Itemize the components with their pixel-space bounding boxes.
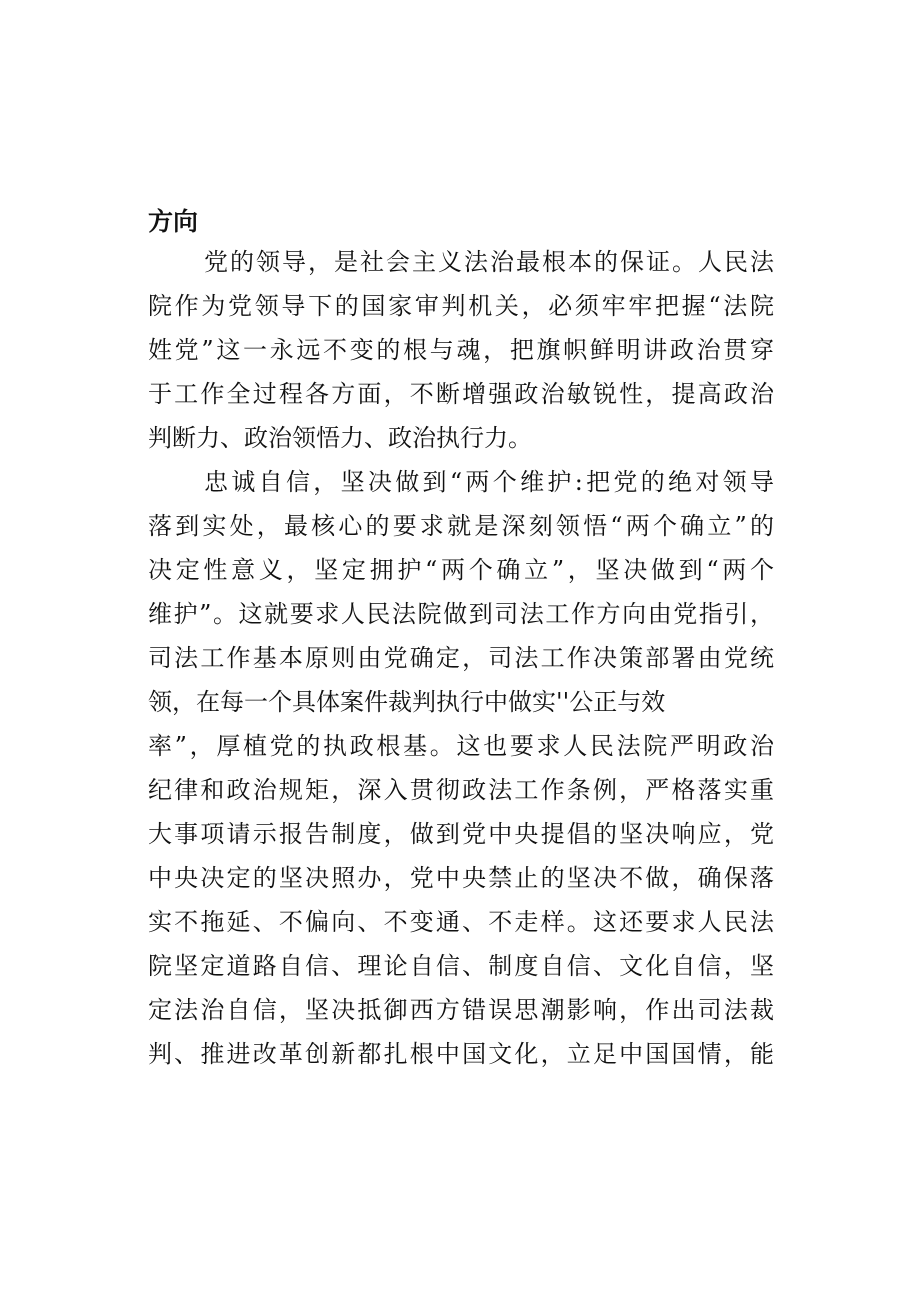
paragraph-line: 判、推进改革创新都扎根中国文化，立足中国国情，能 — [148, 1040, 774, 1068]
paragraph-line: 院坚定道路自信、理论自信、制度自信、文化自信，坚 — [148, 952, 774, 980]
paragraph-line: 忠诚自信，坚决做到“两个维护:把党的绝对领导 — [204, 468, 774, 496]
paragraph-line: 院作为党领导下的国家审判机关，必须牢牢把握“法院 — [148, 292, 774, 320]
paragraph-line: 率”，厚植党的执政根基。这也要求人民法院严明政治 — [148, 732, 774, 760]
paragraph-line: 司法工作基本原则由党确定，司法工作决策部署由党统 — [148, 644, 774, 672]
paragraph-line: 维护”。这就要求人民法院做到司法工作方向由党指引， — [148, 600, 774, 628]
paragraph-line: 姓党”这一永远不变的根与魂，把旗帜鲜明讲政治贯穿 — [148, 336, 774, 364]
section-heading: 方向 — [148, 207, 199, 236]
paragraph-line: 落到实处，最核心的要求就是深刻领悟“两个确立”的 — [148, 512, 774, 540]
paragraph-line: 实不拖延、不偏向、不变通、不走样。这还要求人民法 — [148, 908, 774, 936]
paragraph-line: 判断力、政治领悟力、政治执行力。 — [148, 424, 532, 452]
paragraph-line: 大事项请示报告制度，做到党中央提倡的坚决响应，党 — [148, 820, 774, 848]
paragraph-line: 纪律和政治规矩，深入贯彻政法工作条例，严格落实重 — [148, 776, 774, 804]
paragraph-line: 领，在每一个具体案件裁判执行中做实''公正与效 — [148, 688, 666, 716]
paragraph-line: 于工作全过程各方面，不断增强政治敏锐性，提高政治 — [148, 380, 774, 408]
paragraph-line: 中央决定的坚决照办，党中央禁止的坚决不做，确保落 — [148, 864, 774, 892]
paragraph-line: 定法治自信，坚决抵御西方错误思潮影响，作出司法裁 — [148, 996, 774, 1024]
paragraph-line: 党的领导，是社会主义法治最根本的保证。人民法 — [204, 248, 774, 276]
paragraph-line: 决定性意义，坚定拥护“两个确立”，坚决做到“两个 — [148, 556, 774, 584]
